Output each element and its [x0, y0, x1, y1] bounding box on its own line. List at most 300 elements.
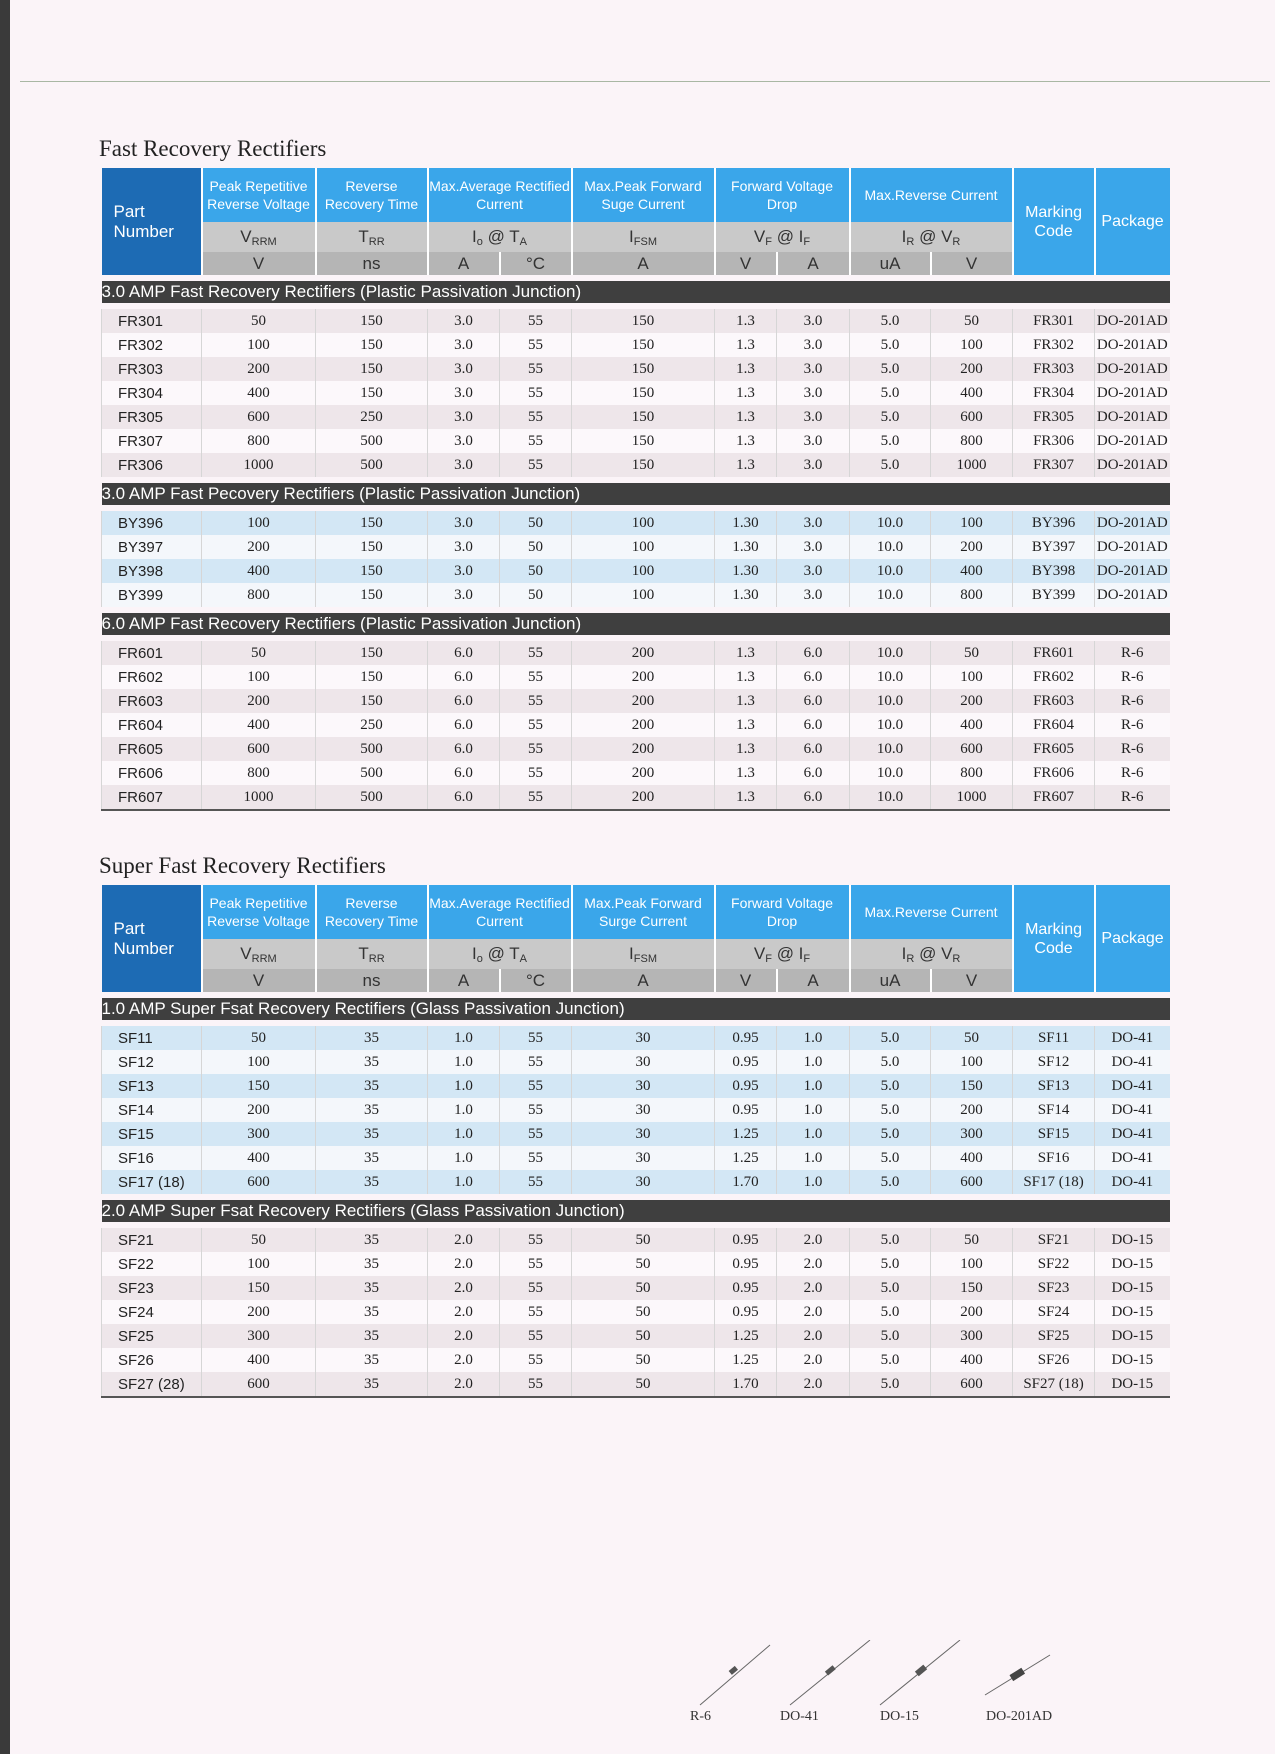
header-reverse-recovery-time: Reverse Recovery Time — [316, 168, 428, 222]
table-cell: SF17 (18) — [1013, 1170, 1095, 1197]
table-cell: 100 — [572, 508, 715, 535]
symbol-ifsm: $I_{FSM}$ — [572, 222, 715, 252]
symbol-io-at-ta: $I_o$ @ $T_A$ — [428, 939, 572, 969]
table-cell: 50 — [572, 1372, 715, 1397]
table-cell: 250 — [316, 713, 428, 737]
table-cell: 0.95 — [715, 1098, 777, 1122]
table-cell: DO-41 — [1095, 1023, 1170, 1050]
unit-cell: V — [931, 252, 1013, 278]
diode-do41-icon — [785, 1640, 875, 1710]
table-cell: 35 — [316, 1276, 428, 1300]
table-cell: 50 — [572, 1300, 715, 1324]
table-cell: 5.0 — [850, 1372, 931, 1397]
table-cell: 600 — [931, 1372, 1013, 1397]
table-cell: 50 — [202, 306, 316, 333]
group-title: 3.0 AMP Fast Pecovery Rectifiers (Plastic Passivation Junction) — [102, 480, 1170, 508]
table-cell: 5.0 — [850, 1122, 931, 1146]
table-row — [102, 1122, 1170, 1146]
part-number-cell: FR602 — [102, 665, 202, 689]
table-row — [102, 1170, 1170, 1197]
part-number-cell: BY397 — [102, 535, 202, 559]
table-cell: 600 — [202, 405, 316, 429]
group-header-row — [102, 995, 1170, 1023]
table-cell: 3.0 — [428, 453, 500, 480]
table-cell: 50 — [202, 1225, 316, 1252]
table-cell: 1.3 — [715, 381, 777, 405]
group-title: 2.0 AMP Super Fsat Recovery Rectifiers (Glass Passivation Junction) — [102, 1197, 1170, 1225]
table-cell: FR304 — [1013, 381, 1095, 405]
table-cell: 1.25 — [715, 1122, 777, 1146]
table-cell: 5.0 — [850, 333, 931, 357]
table-cell: 800 — [931, 761, 1013, 785]
table-cell: 50 — [500, 559, 572, 583]
table-cell: 0.95 — [715, 1276, 777, 1300]
table-cell: 100 — [202, 333, 316, 357]
part-number-cell: SF17 (18) — [102, 1170, 202, 1197]
table-cell: 800 — [202, 583, 316, 610]
table-cell: 30 — [572, 1050, 715, 1074]
table-cell: DO-201AD — [1095, 453, 1170, 480]
table-cell: FR601 — [1013, 638, 1095, 665]
part-number-cell: FR601 — [102, 638, 202, 665]
table-cell: 6.0 — [428, 713, 500, 737]
table-cell: 1.3 — [715, 333, 777, 357]
table-cell: FR603 — [1013, 689, 1095, 713]
table-cell: 150 — [572, 429, 715, 453]
table-cell: 50 — [572, 1276, 715, 1300]
part-number-cell: FR304 — [102, 381, 202, 405]
table-cell: 150 — [316, 357, 428, 381]
table-cell: 50 — [500, 535, 572, 559]
table-cell: FR305 — [1013, 405, 1095, 429]
table-cell: SF16 — [1013, 1146, 1095, 1170]
table-cell: 200 — [572, 737, 715, 761]
table-row — [102, 1252, 1170, 1276]
table-row — [102, 713, 1170, 737]
table-cell: 1.70 — [715, 1372, 777, 1397]
table-cell: FR307 — [1013, 453, 1095, 480]
table-cell: 1.0 — [428, 1146, 500, 1170]
table-cell: 400 — [931, 1146, 1013, 1170]
table-cell: 10.0 — [850, 508, 931, 535]
table-row — [102, 306, 1170, 333]
table-cell: 2.0 — [428, 1324, 500, 1348]
table-cell: 1.3 — [715, 689, 777, 713]
table-cell: 300 — [931, 1122, 1013, 1146]
table-cell: 1.3 — [715, 713, 777, 737]
table-cell: 1.3 — [715, 665, 777, 689]
table-cell: 0.95 — [715, 1023, 777, 1050]
table-cell: 150 — [316, 559, 428, 583]
table-cell: 150 — [202, 1074, 316, 1098]
unit-cell: uA — [850, 969, 931, 995]
table-row — [102, 1300, 1170, 1324]
table-cell: 5.0 — [850, 1300, 931, 1324]
table-cell: 0.95 — [715, 1074, 777, 1098]
group-title: 6.0 AMP Fast Recovery Rectifiers (Plastic Passivation Junction) — [102, 610, 1170, 638]
symbol-vf-at-if: $V_F$ @ $I_F$ — [715, 939, 850, 969]
table-cell: SF22 — [1013, 1252, 1095, 1276]
table-row — [102, 333, 1170, 357]
table-cell: 800 — [202, 429, 316, 453]
table-cell: 35 — [316, 1225, 428, 1252]
table-cell: 30 — [572, 1170, 715, 1197]
table-row — [102, 1324, 1170, 1348]
table-cell: 600 — [202, 1170, 316, 1197]
table-cell: DO-41 — [1095, 1050, 1170, 1074]
table-cell: 2.0 — [428, 1300, 500, 1324]
table-cell: 200 — [202, 357, 316, 381]
unit-cell: A — [777, 969, 850, 995]
part-number-cell: SF12 — [102, 1050, 202, 1074]
table-row — [102, 1050, 1170, 1074]
table-cell: DO-15 — [1095, 1372, 1170, 1397]
table-row — [102, 1372, 1170, 1397]
table-cell: 500 — [316, 429, 428, 453]
table-row — [102, 785, 1170, 810]
table-cell: 2.0 — [428, 1372, 500, 1397]
table-cell: DO-41 — [1095, 1146, 1170, 1170]
part-number-cell: SF15 — [102, 1122, 202, 1146]
table-cell: R-6 — [1095, 638, 1170, 665]
table-cell: R-6 — [1095, 761, 1170, 785]
table-cell: 5.0 — [850, 1146, 931, 1170]
table-cell: 6.0 — [777, 785, 850, 810]
table-cell: 1.0 — [777, 1122, 850, 1146]
table-cell: DO-201AD — [1095, 306, 1170, 333]
table-row — [102, 665, 1170, 689]
table-cell: 55 — [500, 453, 572, 480]
table-cell: 55 — [500, 405, 572, 429]
table-cell: 0.95 — [715, 1225, 777, 1252]
table-cell: 1.30 — [715, 535, 777, 559]
table-cell: 5.0 — [850, 1050, 931, 1074]
table-cell: 600 — [931, 737, 1013, 761]
table-cell: 150 — [931, 1276, 1013, 1300]
table-cell: 1.70 — [715, 1170, 777, 1197]
table-cell: 400 — [202, 559, 316, 583]
table-cell: DO-41 — [1095, 1074, 1170, 1098]
table-cell: 55 — [500, 1098, 572, 1122]
table-cell: 55 — [500, 1372, 572, 1397]
table-cell: 6.0 — [777, 737, 850, 761]
table-cell: 1.0 — [777, 1074, 850, 1098]
table-cell: 1.25 — [715, 1324, 777, 1348]
table-cell: 150 — [572, 333, 715, 357]
table-cell: 300 — [931, 1324, 1013, 1348]
table-cell: 200 — [572, 665, 715, 689]
header-part-number: Part Number — [102, 168, 202, 278]
table-cell: 2.0 — [428, 1276, 500, 1300]
table-cell: 1000 — [931, 453, 1013, 480]
table-cell: DO-15 — [1095, 1225, 1170, 1252]
table-cell: 250 — [316, 405, 428, 429]
table-cell: 35 — [316, 1324, 428, 1348]
table-cell: 55 — [500, 713, 572, 737]
part-number-cell: SF25 — [102, 1324, 202, 1348]
table-cell: 35 — [316, 1146, 428, 1170]
part-number-cell: FR305 — [102, 405, 202, 429]
unit-cell: °C — [500, 969, 572, 995]
table-cell: SF14 — [1013, 1098, 1095, 1122]
table-cell: 10.0 — [850, 638, 931, 665]
unit-cell: A — [777, 252, 850, 278]
table-row — [102, 1225, 1170, 1252]
table-cell: DO-41 — [1095, 1170, 1170, 1197]
part-number-cell: SF21 — [102, 1225, 202, 1252]
unit-cell: V — [715, 252, 777, 278]
table-row — [102, 761, 1170, 785]
group-header-row — [102, 1197, 1170, 1225]
table-cell: FR606 — [1013, 761, 1095, 785]
table-cell: 1.3 — [715, 785, 777, 810]
table-cell: 5.0 — [850, 1170, 931, 1197]
table-cell: 35 — [316, 1300, 428, 1324]
table-cell: 3.0 — [777, 535, 850, 559]
table-row — [102, 737, 1170, 761]
unit-cell: V — [931, 969, 1013, 995]
header-forward-voltage-drop: Forward Voltage Drop — [715, 885, 850, 939]
table-cell: 50 — [931, 306, 1013, 333]
table-cell: 6.0 — [428, 737, 500, 761]
table-cell: 10.0 — [850, 665, 931, 689]
table-cell: 400 — [202, 1146, 316, 1170]
diode-do201ad-icon — [980, 1640, 1060, 1710]
table-cell: 1.0 — [428, 1098, 500, 1122]
unit-cell: ns — [316, 969, 428, 995]
header-package: Package — [1095, 168, 1170, 278]
table-cell: FR301 — [1013, 306, 1095, 333]
table-cell: 35 — [316, 1348, 428, 1372]
header-peak-repetitive-reverse-voltage: Peak Repetitive Reverse Voltage — [202, 885, 316, 939]
table-cell: 2.0 — [428, 1225, 500, 1252]
table-cell: 1.0 — [428, 1074, 500, 1098]
table-row — [102, 1098, 1170, 1122]
table-cell: 3.0 — [428, 429, 500, 453]
table-cell: 1.0 — [428, 1050, 500, 1074]
table-cell: SF27 (18) — [1013, 1372, 1095, 1397]
table-cell: 10.0 — [850, 737, 931, 761]
table-cell: 1.0 — [777, 1170, 850, 1197]
group-title: 1.0 AMP Super Fsat Recovery Rectifiers (Glass Passivation Junction) — [102, 995, 1170, 1023]
table-cell: 5.0 — [850, 381, 931, 405]
table-row — [102, 559, 1170, 583]
table-cell: 10.0 — [850, 559, 931, 583]
table-cell: 300 — [202, 1324, 316, 1348]
group-title: 3.0 AMP Fast Recovery Rectifiers (Plastic Passivation Junction) — [102, 278, 1170, 306]
table-cell: 50 — [202, 1023, 316, 1050]
table-cell: 200 — [572, 785, 715, 810]
header-part-number: Part Number — [102, 885, 202, 995]
package-label-r6: R-6 — [690, 1709, 711, 1724]
table-cell: 600 — [202, 737, 316, 761]
table-cell: 2.0 — [428, 1348, 500, 1372]
part-number-cell: FR302 — [102, 333, 202, 357]
table-cell: 3.0 — [428, 535, 500, 559]
diode-do15-icon — [875, 1640, 965, 1710]
top-rule — [20, 81, 1270, 82]
table-cell: 55 — [500, 1348, 572, 1372]
table-cell: 10.0 — [850, 583, 931, 610]
table-cell: 5.0 — [850, 1276, 931, 1300]
symbol-ir-at-vr: $I_R$ @ $V_R$ — [850, 222, 1013, 252]
table-cell: 400 — [931, 559, 1013, 583]
part-number-cell: SF13 — [102, 1074, 202, 1098]
table-cell: FR303 — [1013, 357, 1095, 381]
table-cell: 6.0 — [428, 638, 500, 665]
table-cell: 50 — [500, 583, 572, 610]
table-cell: 500 — [316, 453, 428, 480]
table-cell: SF15 — [1013, 1122, 1095, 1146]
table-cell: 55 — [500, 381, 572, 405]
table-cell: DO-15 — [1095, 1252, 1170, 1276]
table-cell: 3.0 — [777, 306, 850, 333]
table-cell: 55 — [500, 306, 572, 333]
table-cell: 55 — [500, 1074, 572, 1098]
table-cell: 1.0 — [777, 1050, 850, 1074]
table-cell: DO-201AD — [1095, 381, 1170, 405]
part-number-cell: SF23 — [102, 1276, 202, 1300]
table-row — [102, 405, 1170, 429]
table-cell: 35 — [316, 1122, 428, 1146]
table-cell: 600 — [931, 1170, 1013, 1197]
table-cell: SF24 — [1013, 1300, 1095, 1324]
table-cell: 5.0 — [850, 1225, 931, 1252]
unit-cell: V — [715, 969, 777, 995]
table-cell: 100 — [931, 665, 1013, 689]
table-cell: 30 — [572, 1023, 715, 1050]
table-cell: 55 — [500, 1225, 572, 1252]
table-cell: 1.3 — [715, 638, 777, 665]
header-forward-voltage-drop: Forward Voltage Drop — [715, 168, 850, 222]
table-cell: DO-201AD — [1095, 357, 1170, 381]
table-row — [102, 381, 1170, 405]
table-cell: 55 — [500, 1300, 572, 1324]
table-cell: R-6 — [1095, 713, 1170, 737]
table-cell: 200 — [202, 535, 316, 559]
table-cell: 200 — [931, 1098, 1013, 1122]
table-cell: DO-41 — [1095, 1098, 1170, 1122]
table-cell: 400 — [202, 381, 316, 405]
table-cell: 1.3 — [715, 405, 777, 429]
table-cell: 1000 — [202, 453, 316, 480]
part-number-cell: FR301 — [102, 306, 202, 333]
table-cell: 3.0 — [428, 306, 500, 333]
table-cell: 1.25 — [715, 1348, 777, 1372]
table-cell: 3.0 — [777, 453, 850, 480]
table-cell: R-6 — [1095, 737, 1170, 761]
part-number-cell: SF16 — [102, 1146, 202, 1170]
table-cell: DO-201AD — [1095, 559, 1170, 583]
table-cell: 6.0 — [777, 689, 850, 713]
table-cell: 400 — [931, 381, 1013, 405]
symbol-vrrm: $V_{RRM}$ — [202, 939, 316, 969]
table-cell: 35 — [316, 1074, 428, 1098]
table-row — [102, 429, 1170, 453]
table-cell: 2.0 — [777, 1276, 850, 1300]
unit-cell: A — [428, 252, 500, 278]
table-cell: 50 — [931, 1023, 1013, 1050]
table-row — [102, 583, 1170, 610]
table-cell: 3.0 — [777, 357, 850, 381]
part-number-cell: SF14 — [102, 1098, 202, 1122]
table-cell: 50 — [572, 1348, 715, 1372]
table-cell: 55 — [500, 1050, 572, 1074]
table-cell: SF11 — [1013, 1023, 1095, 1050]
table-row — [102, 1146, 1170, 1170]
table-cell: 3.0 — [428, 508, 500, 535]
table-cell: 200 — [202, 689, 316, 713]
table-cell: 150 — [572, 453, 715, 480]
table-cell: 150 — [316, 535, 428, 559]
table-cell: DO-201AD — [1095, 405, 1170, 429]
unit-cell: °C — [500, 252, 572, 278]
table-cell: 3.0 — [428, 381, 500, 405]
table-cell: 2.0 — [777, 1372, 850, 1397]
table-cell: 1.0 — [428, 1170, 500, 1197]
table-cell: 2.0 — [777, 1252, 850, 1276]
table-cell: 200 — [572, 761, 715, 785]
table-row — [102, 1023, 1170, 1050]
table-cell: 6.0 — [777, 665, 850, 689]
part-number-cell: BY398 — [102, 559, 202, 583]
table-cell: 150 — [316, 665, 428, 689]
table-cell: 200 — [202, 1098, 316, 1122]
header-max-peak-forward-surge-current: Max.Peak Forward Suge Current — [572, 168, 715, 222]
table-cell: 2.0 — [777, 1300, 850, 1324]
table-cell: 55 — [500, 429, 572, 453]
table-cell: 200 — [202, 1300, 316, 1324]
table-cell: 3.0 — [777, 583, 850, 610]
table-cell: 100 — [202, 1050, 316, 1074]
table-cell: 1.3 — [715, 306, 777, 333]
table-cell: 800 — [931, 583, 1013, 610]
table-cell: 1.3 — [715, 357, 777, 381]
table-cell: R-6 — [1095, 665, 1170, 689]
unit-cell: A — [572, 969, 715, 995]
table-cell: 0.95 — [715, 1300, 777, 1324]
table-cell: 200 — [931, 689, 1013, 713]
header-reverse-recovery-time: Reverse Recovery Time — [316, 885, 428, 939]
table-cell: 1.3 — [715, 453, 777, 480]
table-cell: 100 — [202, 665, 316, 689]
table-cell: FR607 — [1013, 785, 1095, 810]
table-cell: 500 — [316, 785, 428, 810]
table-cell: 200 — [572, 713, 715, 737]
table-cell: 150 — [572, 306, 715, 333]
section-title-super-fast-recovery: Super Fast Recovery Rectifiers — [99, 853, 386, 878]
table-cell: 150 — [202, 1276, 316, 1300]
table-cell: 1.3 — [715, 429, 777, 453]
table-cell: R-6 — [1095, 689, 1170, 713]
table-cell: 50 — [572, 1252, 715, 1276]
table-cell: 3.0 — [428, 559, 500, 583]
table-cell: 150 — [316, 638, 428, 665]
diode-r6-icon — [695, 1640, 775, 1710]
part-number-cell: SF24 — [102, 1300, 202, 1324]
table-cell: 35 — [316, 1098, 428, 1122]
table-cell: DO-15 — [1095, 1348, 1170, 1372]
part-number-cell: BY396 — [102, 508, 202, 535]
header-package: Package — [1095, 885, 1170, 995]
table-cell: 200 — [572, 638, 715, 665]
part-number-cell: SF27 (28) — [102, 1372, 202, 1397]
table-cell: 2.0 — [777, 1225, 850, 1252]
table-cell: 800 — [931, 429, 1013, 453]
part-number-cell: FR606 — [102, 761, 202, 785]
table-cell: DO-15 — [1095, 1276, 1170, 1300]
table-cell: 50 — [572, 1324, 715, 1348]
